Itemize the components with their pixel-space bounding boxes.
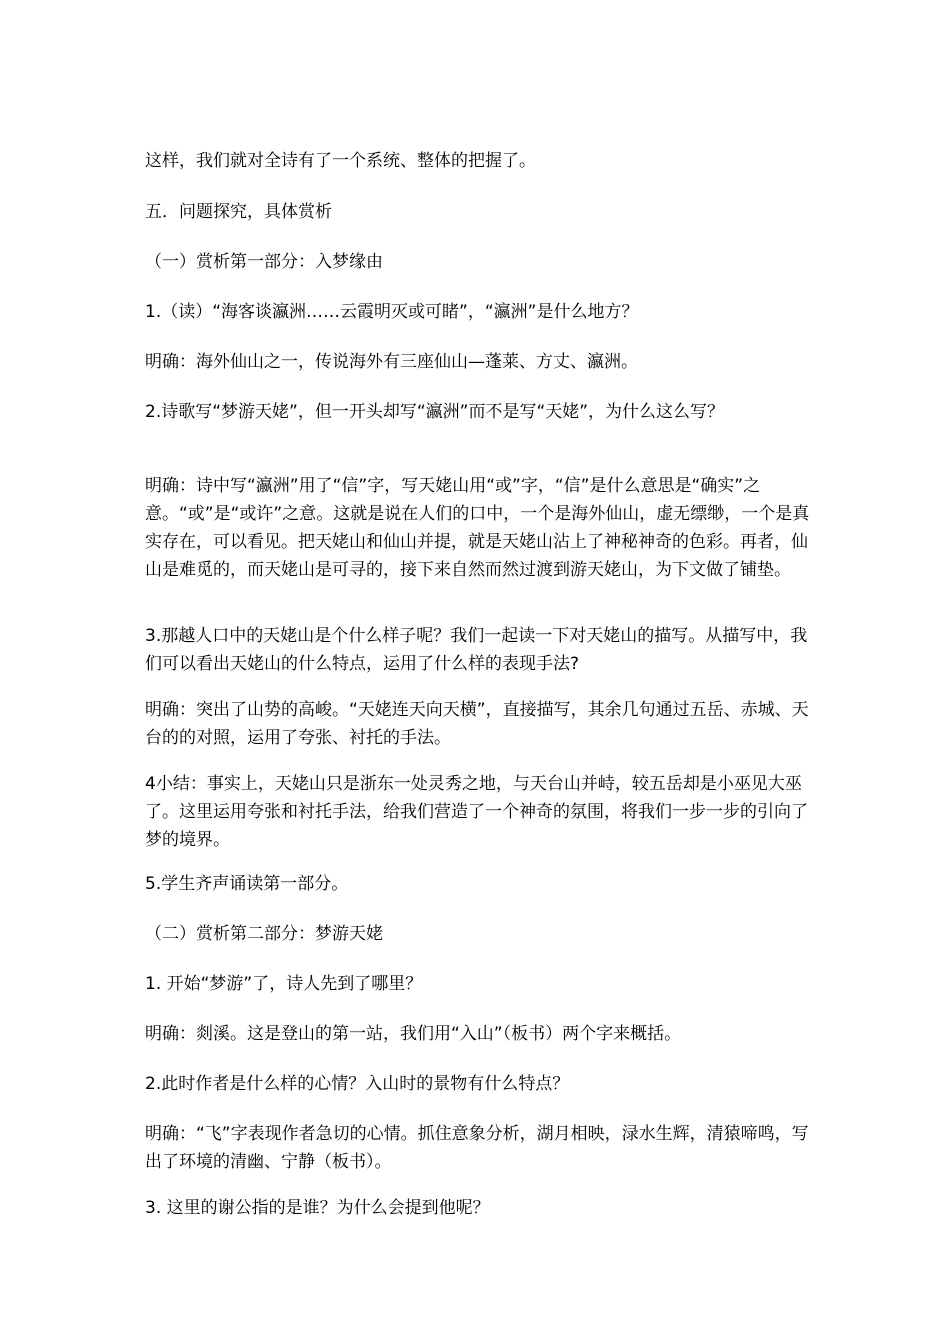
answer-part2-2: 明确：“飞”字表现作者急切的心情。抓住意象分析，湖月相映，渌水生辉，清猿啼鸣，写出了环境的清幽、宁静（板书）。 — [145, 1124, 809, 1172]
item-5: 5.学生齐声诵读第一部分。 — [145, 874, 349, 894]
question-3: 3.那越人口中的天姥山是个什么样子呢？我们一起读一下对天姥山的描写。从描写中，我们可以看出天姥山的什么特点，运用了什么样的表现手法? — [145, 626, 808, 674]
summary-4: 4小结：事实上，天姥山只是浙东一处灵秀之地，与天台山并峙，较五岳却是小巫见大巫了。这里运用夸张和衬托手法，给我们营造了一个神奇的氛围，将我们一步一步的引向了梦的境界。 — [145, 774, 808, 850]
subsection-heading-one: （一）赏析第一部分：入梦缘由 — [145, 252, 383, 272]
question-2: 2.诗歌写“梦游天姥”，但一开头却写“瀛洲”而不是写“天姥”，为什么这么写？ — [145, 402, 725, 422]
question-part2-3: 3. 这里的谢公指的是谁？为什么会提到他呢？ — [145, 1198, 490, 1218]
section-heading-five: 五．问题探究，具体赏析 — [145, 202, 332, 222]
question-part2-1: 1. 开始“梦游”了，诗人先到了哪里？ — [145, 974, 423, 994]
subsection-heading-two: （二）赏析第二部分：梦游天姥 — [145, 924, 383, 944]
answer-1: 明确：海外仙山之一，传说海外有三座仙山—蓬莱、方丈、瀛洲。 — [145, 352, 638, 372]
question-1: 1.（读）“海客谈瀛洲……云霞明灭或可睹”，“瀛洲”是什么地方？ — [145, 302, 639, 322]
answer-2: 明确：诗中写“瀛洲”用了“信”字，写天姥山用“或”字，“信”是什么意思是“确实”之意。“或”是“或许”之意。这就是说在人们的口中，一个是海外仙山，虚无缥缈，一个是真实存在，可以看见。把天姥山和仙山并提，就是天姥山沾上了神秘神奇的色彩。再者，仙山是难觅的，而天姥山是可寻的，接下来自然而然过渡到游天姥山，为下文做了铺垫。 — [145, 476, 810, 580]
paragraph-summary: 这样，我们就对全诗有了一个系统、整体的把握了。 — [145, 151, 536, 171]
answer-part2-1: 明确：剡溪。这是登山的第一站，我们用“入山”（板书）两个字来概括。 — [145, 1024, 682, 1044]
question-part2-2: 2.此时作者是什么样的心情？入山时的景物有什么特点？ — [145, 1074, 570, 1094]
answer-3: 明确：突出了山势的高峻。“天姥连天向天横”，直接描写，其余几句通过五岳、赤城、天台的的对照，运用了夸张、衬托的手法。 — [145, 700, 809, 748]
